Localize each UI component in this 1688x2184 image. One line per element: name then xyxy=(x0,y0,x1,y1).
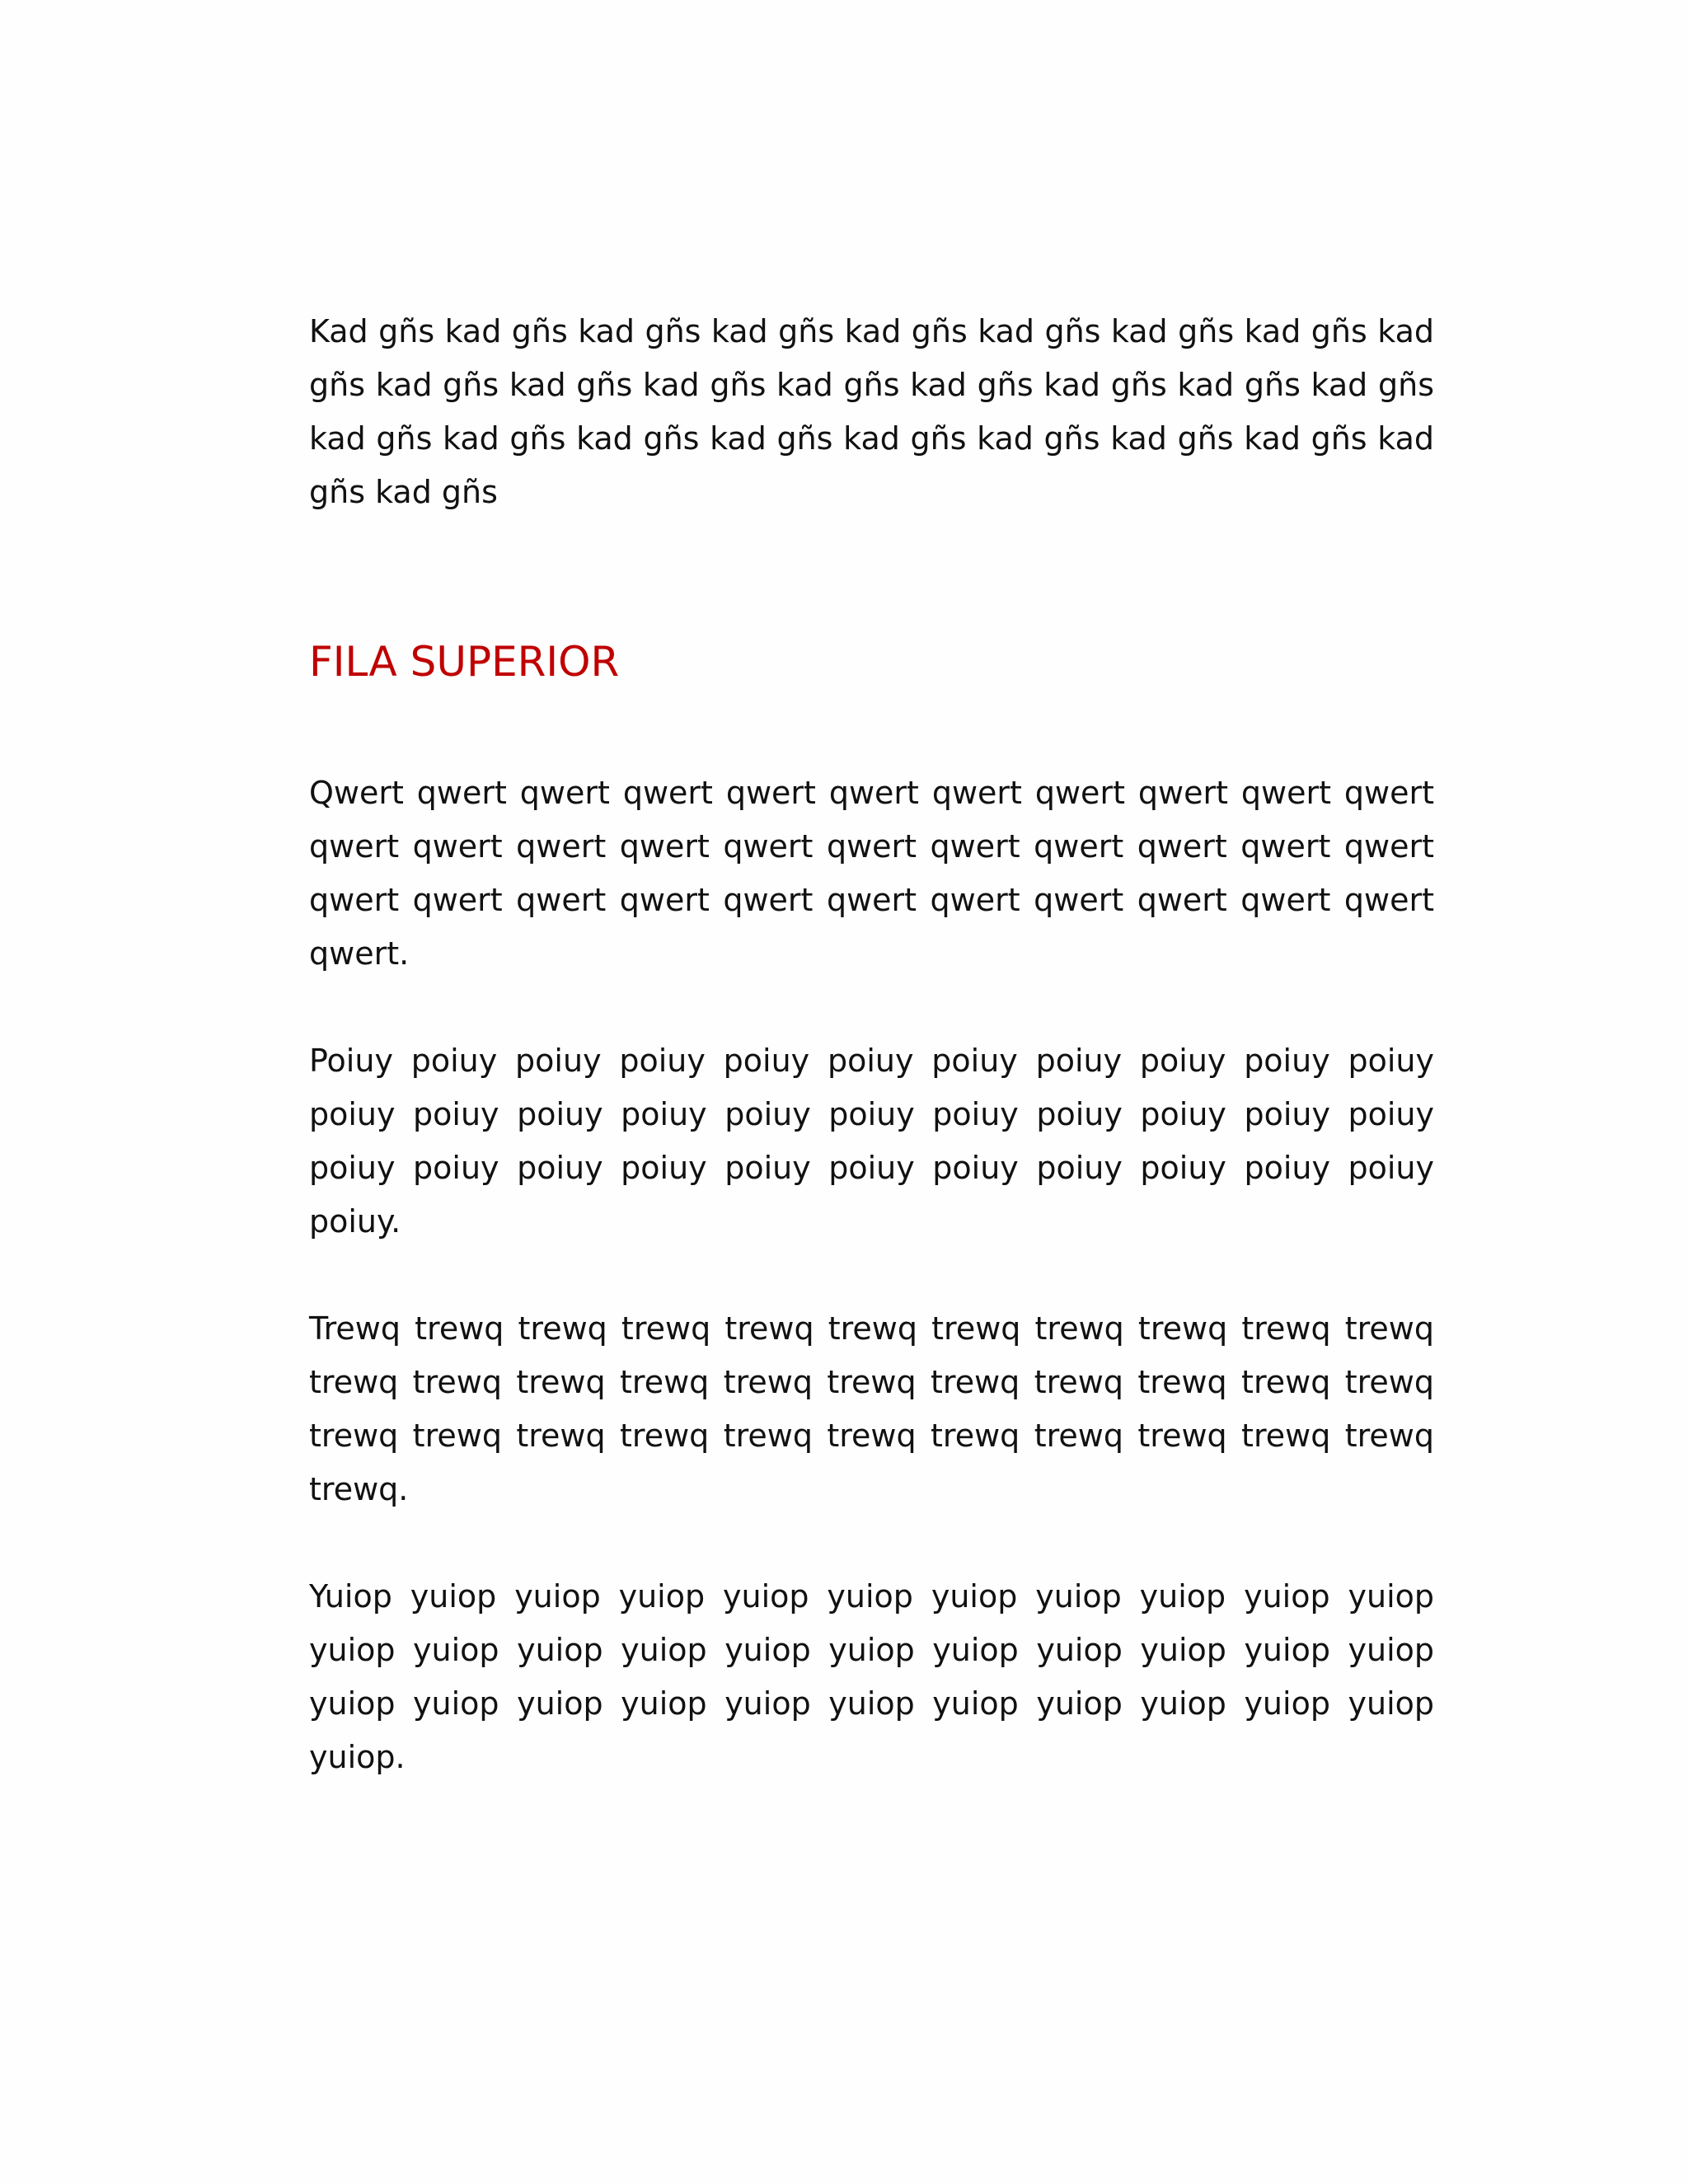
intro-paragraph: Kad gñs kad gñs kad gñs kad gñs kad gñs kad gñs kad gñs kad gñs kad gñs kad gñs kad gñs kad gñs kad gñs kad gñs kad gñs kad gñs kad gñs kad gñs kad gñs kad gñs kad gñs kad gñs kad gñs kad gñs kad gñs kad gñs kad gñs xyxy=(309,313,1434,510)
paragraph-poiuy: Poiuy poiuy poiuy poiuy poiuy poiuy poiuy poiuy poiuy poiuy poiuy poiuy poiuy poiuy poiuy poiuy poiuy poiuy poiuy poiuy poiuy poiuy poiuy poiuy poiuy poiuy poiuy poiuy poiuy poiuy poiuy poiuy poiuy poiuy. xyxy=(309,1043,1434,1240)
section-heading: FILA SUPERIOR xyxy=(309,638,620,686)
paragraph-yuiop: Yuiop yuiop yuiop yuiop yuiop yuiop yuiop yuiop yuiop yuiop yuiop yuiop yuiop yuiop yuiop yuiop yuiop yuiop yuiop yuiop yuiop yuiop yuiop yuiop yuiop yuiop yuiop yuiop yuiop yuiop yuiop yuiop yuiop yuiop. xyxy=(309,1578,1434,1775)
paragraph-trewq: Trewq trewq trewq trewq trewq trewq trewq trewq trewq trewq trewq trewq trewq trewq trewq trewq trewq trewq trewq trewq trewq trewq trewq trewq trewq trewq trewq trewq trewq trewq trewq trewq trewq trewq. xyxy=(309,1310,1434,1507)
paragraph-qwert: Qwert qwert qwert qwert qwert qwert qwert qwert qwert qwert qwert qwert qwert qwert qwert qwert qwert qwert qwert qwert qwert qwert qwert qwert qwert qwert qwert qwert qwert qwert qwert qwert qwert qwert. xyxy=(309,775,1434,972)
